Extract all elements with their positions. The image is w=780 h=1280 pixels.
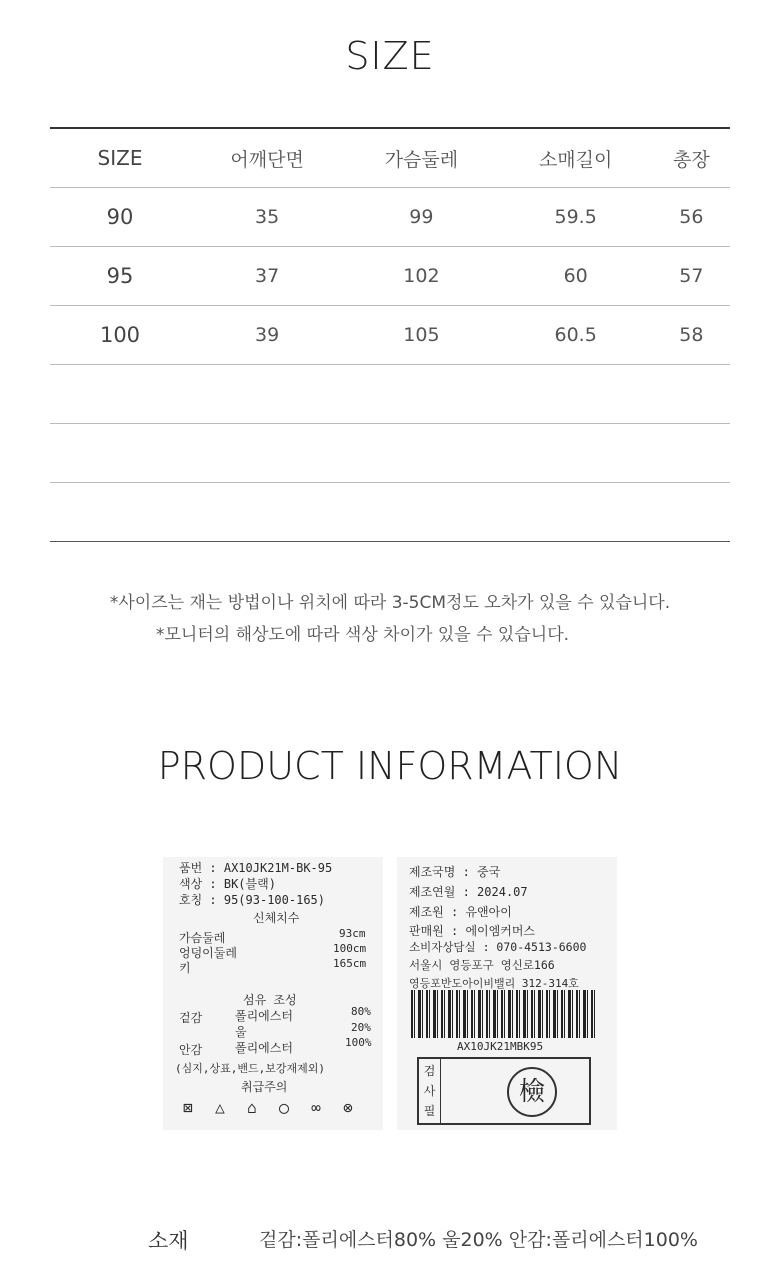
label-text: 제조국명 : 중국 [409,865,501,879]
no-wash-icon: ⊠ [183,1098,193,1117]
inspection-label: 검사필 [419,1059,441,1123]
dry-clean-icon: ◯ [279,1098,289,1117]
no-wring-icon: ∞ [311,1098,321,1117]
cell-sleeve: 60.5 [499,306,653,365]
label-text: 판매원 : 에이엠커머스 [409,924,536,938]
label-text: 소비자상담실 : 070-4513-6600 [409,940,587,954]
no-tumble-dry-icon: ⊗ [343,1098,353,1117]
label-text: 20% [351,1021,371,1034]
cell-length: 58 [653,306,730,365]
label-text: 폴리에스터 [235,1041,293,1055]
table-row [50,188,730,247]
cell-size: 95 [50,247,190,306]
label-text: 제조연월 : 2024.07 [409,885,528,899]
label-text: 색상 : BK(블랙) [179,877,276,891]
material-label: 소재 [148,1229,189,1253]
table-row [50,306,730,365]
product-info-title: PRODUCT INFORMATION [157,744,623,788]
material-value: 겉감:폴리에스터80% 울20% 안감:폴리에스터100% [259,1229,698,1251]
care-label-photo-left [163,857,383,1130]
table-row-empty [50,365,730,424]
label-text: 제조원 : 유앤아이 [409,905,512,919]
size-note-measurement: *사이즈는 재는 방법이나 위치에 따라 3-5CM정도 오차가 있을 수 있습니다. [109,593,671,613]
header-chest: 가슴둘레 [344,128,498,188]
header-shoulder: 어깨단면 [190,128,344,188]
cell-chest: 102 [344,247,498,306]
header-length: 총장 [653,128,730,188]
header-size: SIZE [50,128,190,188]
size-note-monitor: *모니터의 해상도에 따라 색상 차이가 있을 수 있습니다. [156,625,570,645]
size-section-title: SIZE [345,34,435,78]
label-text: 울 [235,1025,247,1039]
label-text: 100cm [333,942,367,955]
label-text: 안감 [179,1043,203,1057]
cell-length: 57 [653,247,730,306]
barcode [411,990,597,1038]
label-text: 섬유 조성 [243,993,297,1007]
cell-shoulder: 37 [190,247,344,306]
label-text: 93cm [339,927,366,940]
label-text: 서울시 영등포구 영신로166 [409,958,555,972]
label-text: 품번 : AX10JK21M-BK-95 [179,861,333,875]
inspection-stamp: 檢 [507,1067,557,1117]
inspection-box [417,1057,591,1125]
label-text: 80% [351,1005,371,1018]
cell-sleeve: 60 [499,247,653,306]
label-text: 165cm [333,957,367,970]
header-sleeve: 소매길이 [499,128,653,188]
label-text: 호칭 : 95(93-100-165) [179,893,326,907]
cell-length: 56 [653,188,730,247]
iron-icon: ⌂ [247,1098,257,1117]
table-row [50,247,730,306]
label-text: 키 [179,961,191,975]
size-table [50,127,730,542]
cell-size: 100 [50,306,190,365]
cell-sleeve: 59.5 [499,188,653,247]
cell-chest: 99 [344,188,498,247]
cell-shoulder: 39 [190,306,344,365]
label-text: 겉감 [179,1011,203,1025]
no-bleach-icon: △ [215,1098,225,1117]
cell-shoulder: 35 [190,188,344,247]
label-text: 신체치수 [253,911,300,925]
barcode-text: AX10JK21MBK95 [457,1040,544,1053]
label-text: 가슴둘레 [179,931,226,945]
label-text: 취급주의 [241,1080,288,1094]
table-row-empty [50,483,730,542]
label-text: 100% [345,1036,372,1049]
table-row-empty [50,424,730,483]
label-text: 영등포반도아이비밸리 312-314호 [409,977,579,990]
cell-chest: 105 [344,306,498,365]
cell-size: 90 [50,188,190,247]
care-label-photo-right [397,857,617,1130]
size-table-header-row [50,128,730,188]
label-text: 엉덩이둘레 [179,946,237,960]
label-text: (심지,상표,밴드,보강재제외) [175,1062,325,1075]
care-symbols [175,1097,375,1125]
label-text: 폴리에스터 [235,1009,293,1023]
